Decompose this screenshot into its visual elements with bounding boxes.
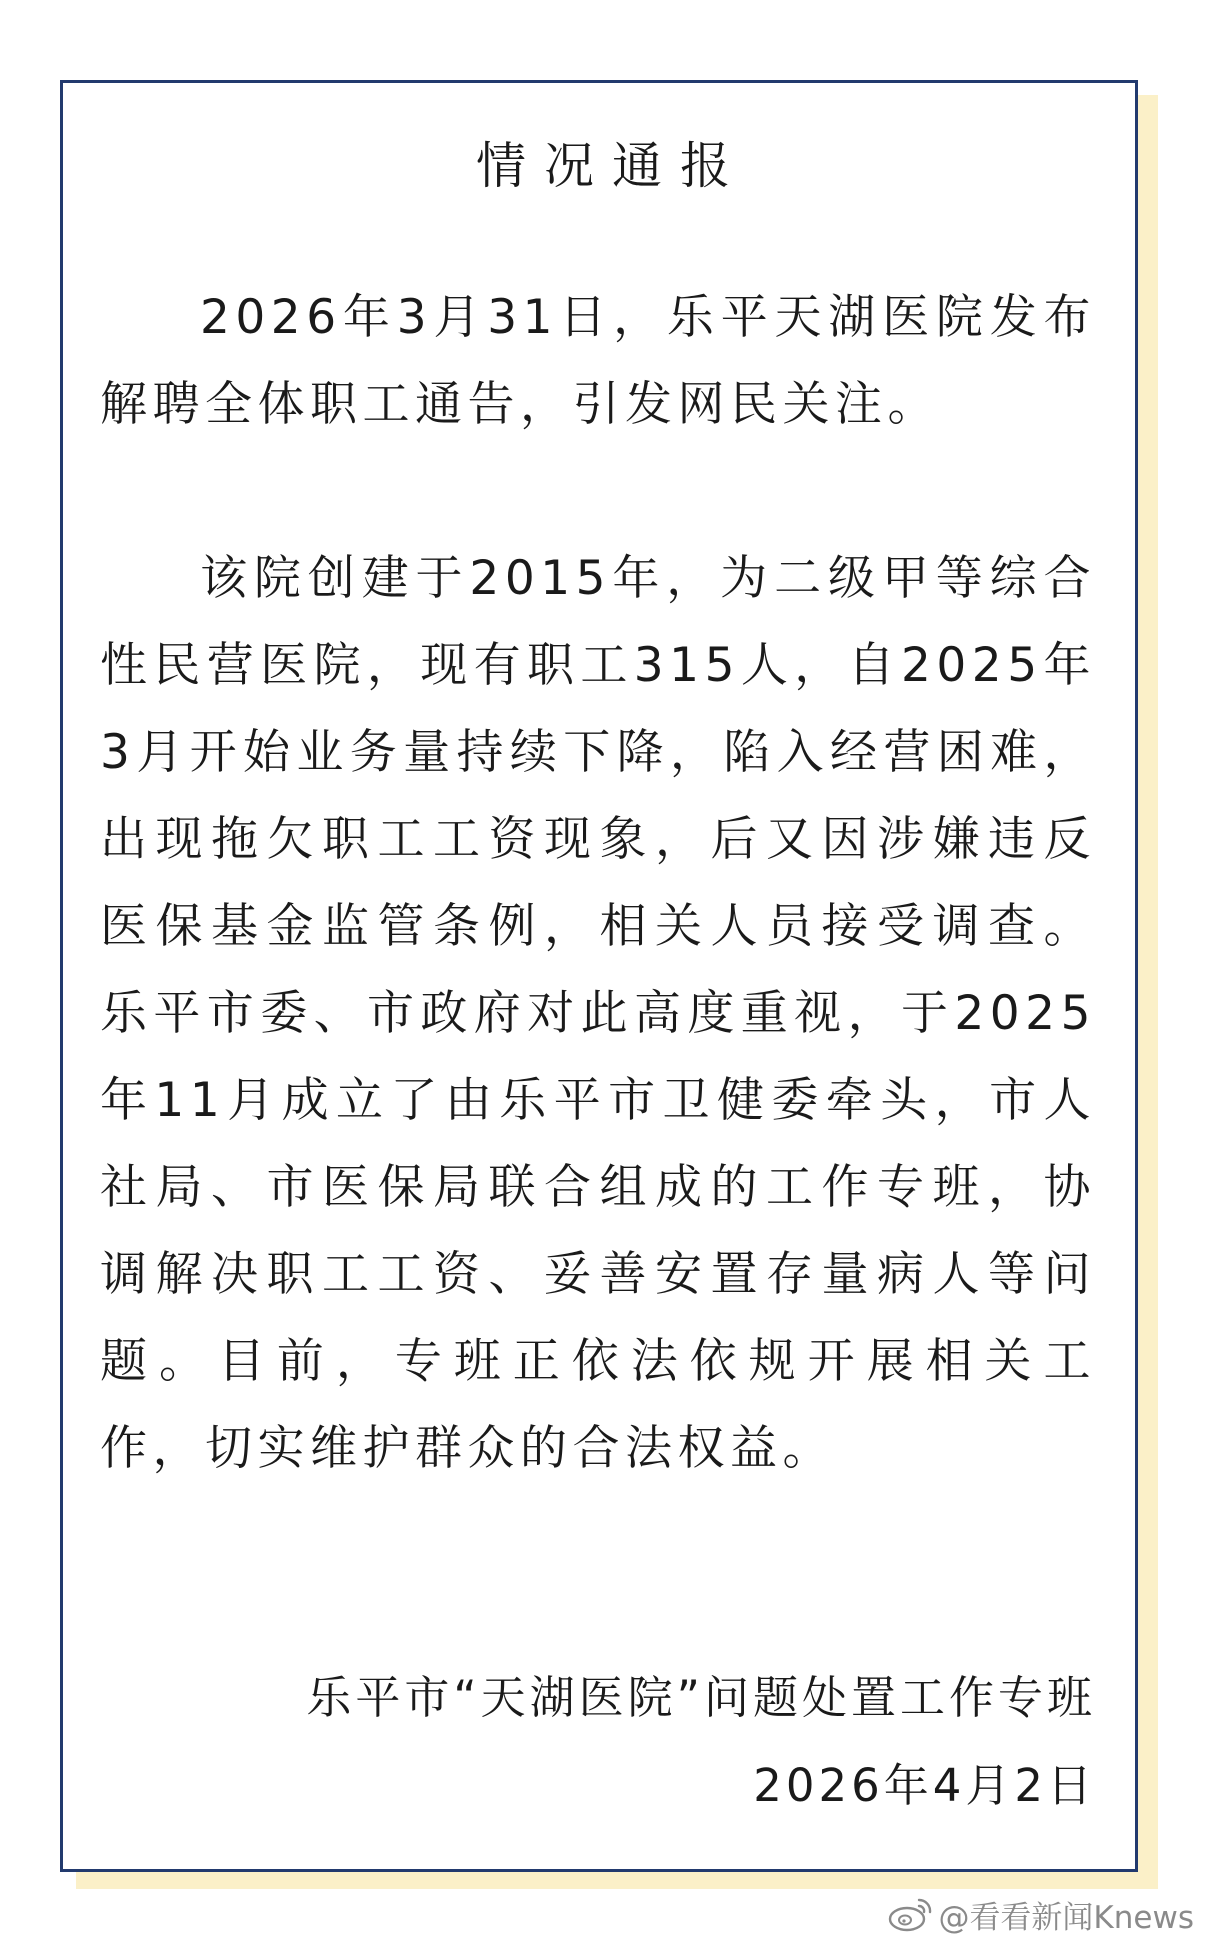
watermark-text: @看看新闻Knews: [938, 1899, 1194, 1936]
weibo-icon: [886, 1894, 936, 1934]
notice-paragraph-1: 2026年3月31日，乐平天湖医院发布解聘全体职工通告，引发网民关注。: [100, 290, 1096, 432]
signature-date: 2026年4月2日: [753, 1759, 1096, 1812]
source-watermark: [886, 1890, 1194, 1938]
notice-title: 情况通报: [476, 137, 748, 195]
notice-paragraph-2: 该院创建于2015年，为二级甲等综合性民营医院，现有职工315人，自2025年3月开始业务量持续下降，陷入经营困难，出现拖欠职工工资现象，后又因涉嫌违反医保基金监管条例，相关人员接受调查。乐平市委、市政府对此高度重视，于2025年11月成立了由乐平市卫健委牵头，市人社局、市医保局联合组成的工作专班，协调解决职工工资、妥善安置存量病人等问题。目前，专班正依法依规开展相关工作，切实维护群众的合法权益。: [100, 551, 1096, 1476]
signature-organization: 乐平市“天湖医院”问题处置工作专班: [306, 1671, 1096, 1724]
